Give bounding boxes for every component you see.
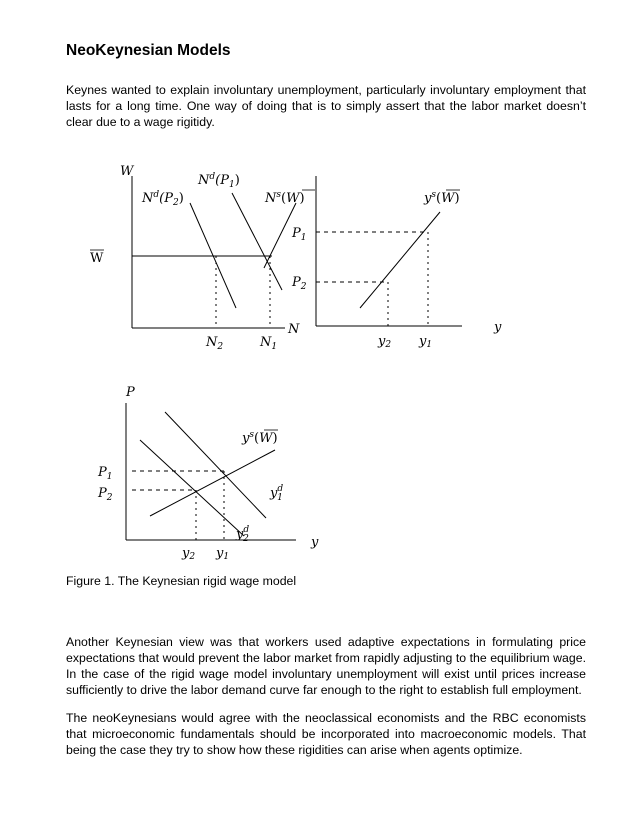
label-Nd-P2: $N^d(P_2)$	[142, 190, 184, 208]
label-y2d: $y^d$ 2	[236, 525, 250, 544]
paragraph-intro: Keynes wanted to explain involuntary unemployment, particularly involuntary employment that lasts for a long time. One way of doing that is to simply assert that the labor market doesn’t clear due to a wage rigitidy.	[66, 83, 586, 129]
label-y1-output: y1	[419, 334, 433, 350]
label-W-bar: W	[90, 251, 104, 266]
label-ys-W-price: $y^s(W)$	[242, 430, 278, 446]
label-y1-price: y1	[216, 546, 230, 562]
label-y2-output: y2	[378, 334, 392, 350]
label-y-axis-output: y	[494, 320, 502, 335]
aggregate-demand-curve-2	[140, 440, 244, 536]
page-title: NeoKeynesian Models	[66, 42, 231, 59]
paragraph-neokeynesians: The neoKeynesians would agree with the neoclassical economists and the RBC economists that microeconomic fundamentals should be incorporated into macroeconomic models. That being the case they try to show how these rigidities can arise when agents optimize.	[66, 711, 586, 757]
labor-demand-curve-1	[232, 193, 282, 290]
label-N1: $N_1$	[260, 335, 278, 352]
label-P2-price: $P_2$	[98, 486, 113, 503]
label-ys-W-output: $y^s(W)$	[424, 190, 460, 206]
aggregate-demand-curve-1	[165, 412, 266, 518]
label-P1-labor: $P_1$	[292, 226, 307, 243]
label-N-axis: N	[288, 322, 300, 337]
label-Ns-W: $N^s(W)$	[265, 190, 305, 206]
paragraph-adaptive-expectations: Another Keynesian view was that workers used adaptive expectations in formulating price expectations that would prevent the labor market from rapidly adjusting to the equilibrium wage. In the case of the rigid wage model involuntary unemployment will exist until prices increase sufficiently to drive the labor demand curve far enough to the right to establish full employment.	[66, 635, 586, 697]
label-y-axis-price: y	[311, 535, 319, 550]
label-y2-price: y2	[182, 546, 196, 562]
figure-caption: Figure 1. The Keynesian rigid wage model	[66, 574, 297, 588]
aggregate-supply-curve	[150, 450, 275, 516]
label-P2-labor: $P_2$	[292, 275, 307, 292]
label-N2: $N_2$	[206, 335, 224, 352]
label-y1d: $y^d$ 1	[270, 484, 284, 503]
label-W-axis: W	[120, 164, 134, 179]
label-P-axis: P	[126, 385, 135, 400]
label-Nd-P1: $N^d(P_1)$	[198, 172, 240, 190]
label-P1-price: $P_1$	[98, 465, 113, 482]
